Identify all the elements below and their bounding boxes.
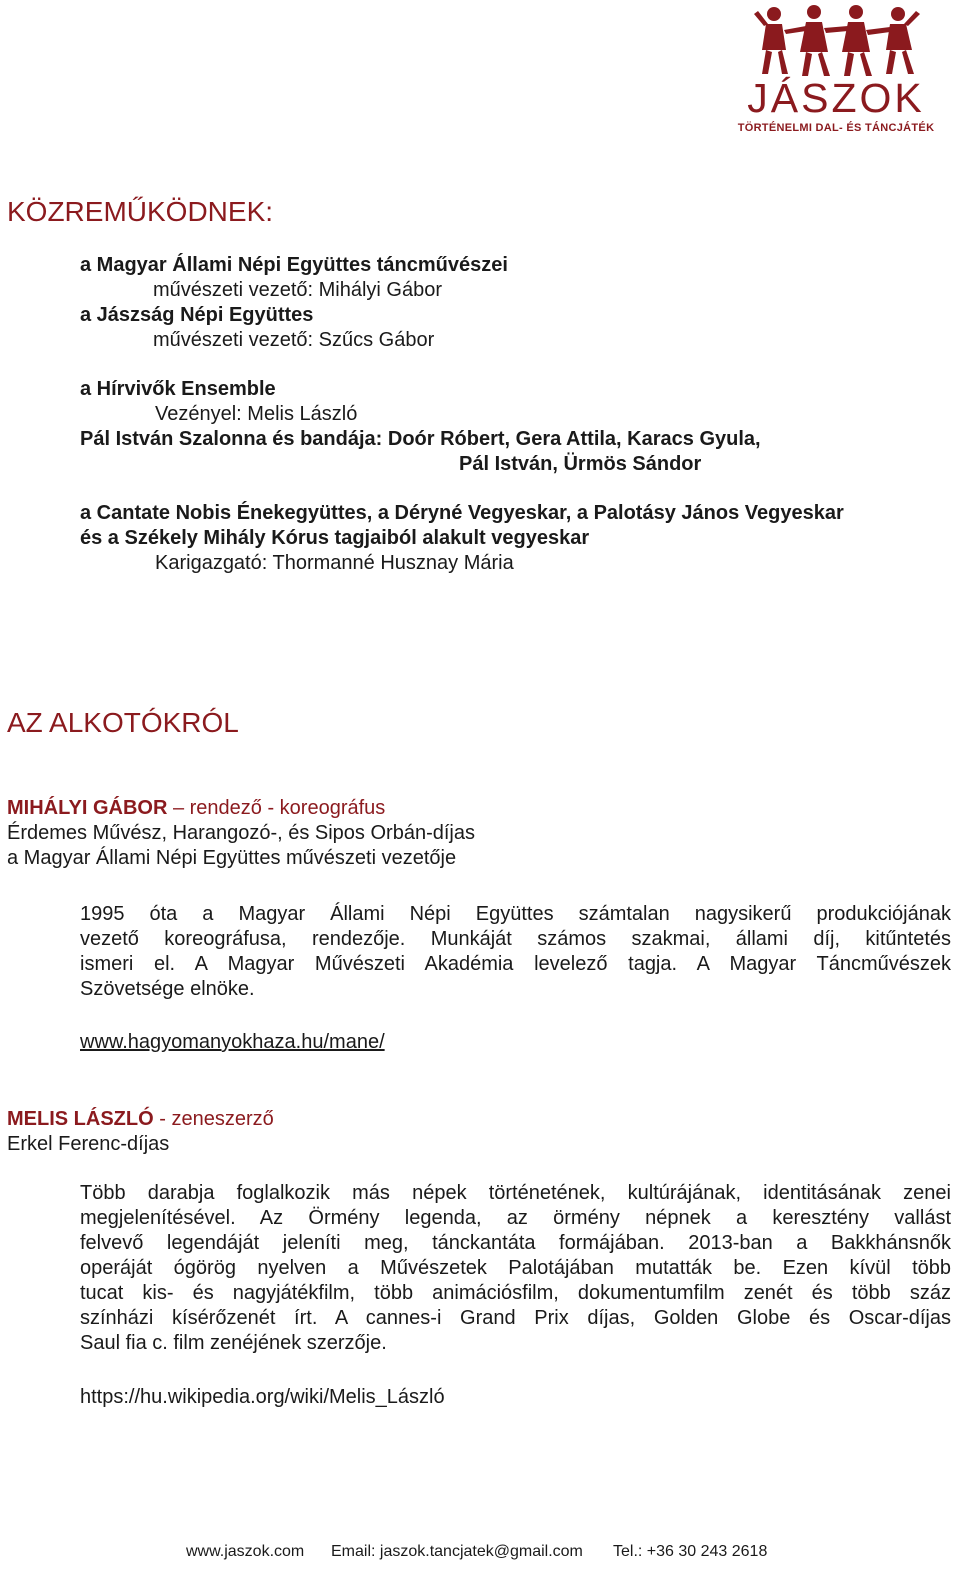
bio-line: operáját ógörög nyelven a Művészetek Palotájában mutatták be. Ezen kívül több bbox=[80, 1257, 951, 1279]
contributor-line: Pál István Szalonna és bandája: Doór Róbert, Gera Attila, Karacs Gyula, bbox=[80, 428, 761, 450]
person-header bbox=[7, 796, 385, 821]
contributor-line: a Jászság Népi Együttes bbox=[80, 304, 314, 326]
logo-subtitle: TÖRTÉNELMI DAL- ÉS TÁNCJÁTÉK bbox=[737, 122, 935, 134]
bio-line: vezető koreográfusa, rendezője. Munkáját számos szakmai, állami díj, kitűntetés bbox=[80, 928, 951, 950]
contributor-line: és a Székely Mihály Kórus tagjaiból alakult vegyeskar bbox=[80, 527, 590, 549]
logo-wordmark: JÁSZOK bbox=[747, 75, 925, 121]
contributor-line: a Magyar Állami Népi Együttes táncművészei bbox=[80, 254, 508, 276]
footer-email[interactable]: Email: jaszok.tancjatek@gmail.com bbox=[331, 1543, 583, 1560]
person-role: - zeneszerző bbox=[153, 1108, 274, 1130]
footer-phone: Tel.: +36 30 243 2618 bbox=[613, 1543, 768, 1560]
bio-line: színházi kísérőzenét írt. A cannes-i Grand Prix díjas, Golden Globe és Oscar-díjas bbox=[80, 1307, 951, 1329]
contributor-line: Karigazgató: Thormanné Husznay Mária bbox=[155, 552, 514, 574]
bio-line: Szövetsége elnöke. bbox=[80, 978, 255, 1000]
section-heading-contributors: KÖZREMŰKÖDNEK: bbox=[7, 196, 274, 227]
bio-line: Saul fia c. film zenéjének szerzője. bbox=[80, 1332, 387, 1354]
bio-line: 1995 óta a Magyar Állami Népi Együttes számtalan nagysikerű produkciójának bbox=[80, 903, 951, 925]
section-heading-creators: AZ ALKOTÓKRÓL bbox=[7, 707, 239, 738]
person-title: Érdemes Művész, Harangozó-, és Sipos Orbán-díjas bbox=[7, 822, 475, 844]
dancers-logo-icon bbox=[752, 0, 922, 78]
person-name: MELIS LÁSZLÓ bbox=[7, 1108, 154, 1130]
person-title: a Magyar Állami Népi Együttes művészeti vezetője bbox=[7, 847, 457, 869]
bio-line: megjelenítésével. Az Örmény legenda, az örmény népnek a keresztény vallást bbox=[80, 1207, 951, 1229]
person-title: Erkel Ferenc-díjas bbox=[7, 1133, 170, 1155]
footer-website[interactable]: www.jaszok.com bbox=[186, 1543, 305, 1560]
bio-line: felvevő legendáját jeleníti meg, tánckantáta formájában. 2013-ban a Bakkhánsnők bbox=[80, 1232, 951, 1254]
person-link[interactable]: https://hu.wikipedia.org/wiki/Melis_László bbox=[80, 1386, 445, 1408]
contributor-line: művészeti vezető: Mihályi Gábor bbox=[153, 279, 443, 301]
person-header bbox=[7, 1107, 274, 1132]
contributor-line: Pál István, Ürmös Sándor bbox=[459, 453, 702, 475]
person-name: MIHÁLYI GÁBOR bbox=[7, 797, 168, 819]
person-role: – rendező - koreográfus bbox=[167, 797, 386, 819]
bio-line: tucat kis- és nagyjátékfilm, több animációsfilm, dokumentumfilm zenét és több száz bbox=[80, 1282, 951, 1304]
contributor-line: a Cantate Nobis Énekegyüttes, a Déryné Vegyeskar, a Palotásy János Vegyeskar bbox=[80, 502, 844, 524]
contributor-line: Vezényel: Melis László bbox=[155, 403, 358, 425]
person-link[interactable]: www.hagyomanyokhaza.hu/mane/ bbox=[80, 1031, 385, 1053]
bio-line: Több darabja foglalkozik más népek történetének, kultúrájának, identitásának zenei bbox=[80, 1182, 951, 1204]
contributor-line: művészeti vezető: Szűcs Gábor bbox=[153, 329, 435, 351]
contributor-line: a Hírvivők Ensemble bbox=[80, 378, 276, 400]
logo bbox=[722, 0, 950, 140]
bio-line: ismeri el. A Magyar Művészeti Akadémia levelező tagja. A Magyar Táncművészek bbox=[80, 953, 951, 975]
